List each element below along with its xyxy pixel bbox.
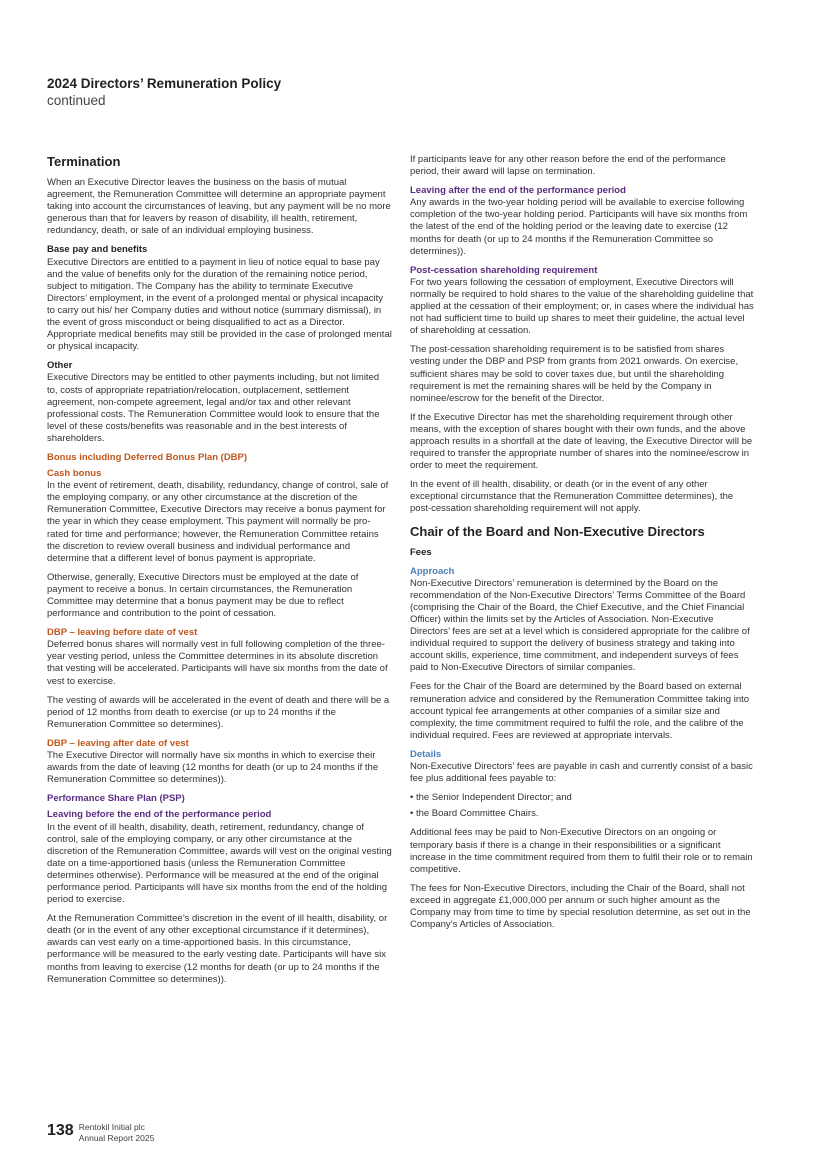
approach-heading: Approach xyxy=(410,565,455,577)
psp-heading: Performance Share Plan (PSP) xyxy=(47,793,185,805)
page-header xyxy=(47,76,281,109)
other-paragraph: Executive Directors may be entitled to other payments including, but not limited to, costs of appropriate repatriation/relocation, outplacement, settlement agreement, non-compete agreement, legal and/or tax and other relevant professional costs. The Remuneration Committee would look to ensure that the level of these costs/benefits was reasonable and in the best interests of shareholders. xyxy=(47,372,380,444)
page-subtitle: continued xyxy=(47,93,106,108)
chair-heading: Chair of the Board and Non-Executive Directors xyxy=(410,523,705,539)
psp-before-paragraph-2: At the Remuneration Committee’s discretion in the event of ill health, disability, or death (or in the event of any other exceptional circumstance if it determines), awards can vest early on a time-apportioned basis. In this circumstance, performance will be measured to the early vesting date. Participants will have six months from leaving to exercise (12 months for death (or up to 24 months if the Remuneration Committee so determines)). xyxy=(47,913,388,985)
after-performance-paragraph: Any awards in the two-year holding period will be available to exercise following completion of the two-year holding period. Participants will have six months from the latest of the end of the holding period or the leaving date to exercise (12 months for death (or up to 24 months if the Remuneration Committee so determines)). xyxy=(410,197,748,257)
post-cessation-paragraph-1: For two years following the cessation of employment, Executive Directors will normally be required to hold shares to the value of the shareholding guideline that applied at the cessation of their employment; or, in cases where the individual has not had sufficient time to build up shares to meet their guideline, the actual level of shareholding at cessation. xyxy=(410,276,754,337)
dbp-before-heading: DBP – leaving before date of vest xyxy=(47,627,198,639)
approach-paragraph-2: Fees for the Chair of the Board are determined by the Board based on external remuneration advice and considered by the Remuneration Committee taking into account typical fee arrangements at other companies of a similar size and complexity, the time commitment required to fulfil the role, and the calibre of the individual required. Fees are reviewed at appropriate intervals. xyxy=(410,681,750,741)
base-pay-paragraph: Executive Directors are entitled to a payment in lieu of notice equal to base pay and the value of benefits only for the duration of the remaining notice period, subject to mitigation. The Company has the ability to terminate Executive Directors’ employment, in the event of a prolonged mental or physical incapacity to carry out his/ her Company duties and without notice (summary dismissal), in the event of gross misconduct or being disqualified to act as a Director. Appropriate medical benefits may still be provided in the case of prolonged mental or physical incapacity. xyxy=(47,256,392,353)
footer-company: Rentokil Initial plc xyxy=(78,1122,145,1132)
cash-bonus-paragraph-1: In the event of retirement, death, disability, redundancy, change of control, sale of the employing company, or any other circumstance at the discretion of the Remuneration Committee, Executive Directors may receive a bonus payment for the year in which they cease employment. This payment will normally be pro-rated for time and performance; however, the Remuneration Committee retains the discretion to review overall business and individual performance and determine that a different level of bonus payment is appropriate. xyxy=(47,480,389,564)
bonus-heading: Bonus including Deferred Bonus Plan (DBP) xyxy=(47,451,248,463)
termination-heading: Termination xyxy=(47,154,121,169)
post-cessation-paragraph-3: If the Executive Director has met the shareholding requirement through other means, with the exception of shares bought with their own funds, and the above approach results in a shortfall at the date of leaving, the Executive Director will be required to transfer the appropriate number of shares into the nominee/escrow in order to meet the requirement. xyxy=(410,411,753,472)
page-number: 138 xyxy=(47,1122,74,1139)
psp-before-paragraph-1: In the event of ill health, disability, death, retirement, redundancy, change of control, sale of the employing company, or any other circumstance at the discretion of the Remuneration Committee, awards will vest on the original vesting date on a time-apportioned basis (unless the Remuneration Committee determines otherwise). Performance will be measured at the end of the original performance period. Participants will have six months from the end of the holding period to exercise. xyxy=(47,821,392,906)
psp-before-heading: Leaving before the end of the performance period xyxy=(47,809,272,821)
footer-report: Annual Report 2025 xyxy=(78,1132,155,1143)
details-paragraph-3: The fees for Non-Executive Directors, including the Chair of the Board, shall not exceed in aggregate £1,000,000 per annum or such higher amount as the Company may from time to time by special resolution determine, as set out in the Company’s Articles of Association. xyxy=(410,882,751,931)
dbp-after-paragraph: The Executive Director will normally have six months in which to exercise their awards from the date of leaving (12 months for death (or up to 24 months if the Remuneration Committee so determines)). xyxy=(47,750,379,786)
after-performance-heading: Leaving after the end of the performance period xyxy=(410,185,626,197)
other-reason-paragraph: If participants leave for any other reason before the end of the performance period, their award will lapse on termination. xyxy=(410,154,726,178)
details-heading: Details xyxy=(410,748,442,760)
dbp-before-paragraph-2: The vesting of awards will be accelerated in the event of death and there will be a period of 12 months from death to exercise (or up to 24 months if the Remuneration Committee so determines). xyxy=(47,694,390,730)
details-paragraph-2: Additional fees may be paid to Non-Executive Directors on an ongoing or temporary basis if there is a change in their responsibilities or a significant increase in the time commitment required from them to fulfil their role or to remain competitive. xyxy=(410,827,753,875)
post-cessation-paragraph-4: In the event of ill health, disability, or death (or in the event of any other exceptional circumstance that the Remuneration Committee determines), the post-cessation shareholding requirement will not apply. xyxy=(410,479,734,515)
right-column xyxy=(410,154,755,938)
footer-text xyxy=(79,1122,155,1143)
details-paragraph-1: Non-Executive Directors’ fees are payable in cash and currently consist of a basic fee plus additional fees payable to: xyxy=(410,761,753,785)
other-heading: Other xyxy=(47,360,73,372)
post-cessation-heading: Post-cessation shareholding requirement xyxy=(410,264,598,276)
cash-bonus-paragraph-2: Otherwise, generally, Executive Directors must be employed at the date of payment to receive a bonus. In certain circumstances, the Remuneration Committee may determine that a bonus payment may be due to reflect performance and contribution to the point of cessation. xyxy=(47,571,359,620)
dbp-before-paragraph-1: Deferred bonus shares will normally vest in full following completion of the three-year vesting period, unless the Committee determines in its absolute discretion that vesting will be accelerated. Participants will have six months from the date of vest to exercise. xyxy=(47,639,388,687)
left-column xyxy=(47,154,392,993)
post-cessation-paragraph-2: The post-cessation shareholding requirement is to be satisfied from shares vesting under the DBP and PSP from grants from 2021 onwards. On exercise, sufficient shares may be sold to cover taxes due, but until the shareholding requirement is met the remaining shares will be held by the Company in nominee/escrow for the benefit of the Director. xyxy=(410,344,739,404)
page-footer xyxy=(47,1122,154,1143)
base-pay-heading: Base pay and benefits xyxy=(47,244,148,256)
fees-heading: Fees xyxy=(410,546,432,558)
approach-paragraph-1: Non-Executive Directors’ remuneration is determined by the Board on the recommendation of the Non-Executive Directors’ Terms Committee of the Board (comprising the Chair of the Board, the Chief Executive, and the Chief Financial Officer) within the limits set by the Articles of Association. Non-Executive Directors’ fees are set at a level which is considered appropriate for the calibre of individual required to support the delivery of business strategy and taking into account skills, experience, time commitment, and independent surveys of fees paid to Non-Executive Directors of similar companies. xyxy=(410,577,750,674)
page-title: 2024 Directors’ Remuneration Policy xyxy=(47,76,282,91)
termination-paragraph: When an Executive Director leaves the business on the basis of mutual agreement, the Remuneration Committee will determine an appropriate payment taking into account the circumstances of leaving, but any payment will be no more generous than that for leavers by reason of disability, ill health, retirement, redundancy, death, or sale of an individual employing business. xyxy=(47,177,391,237)
dbp-after-heading: DBP – leaving after date of vest xyxy=(47,737,189,749)
bullet-item: • the Senior Independent Director; and xyxy=(410,792,572,804)
cash-bonus-heading: Cash bonus xyxy=(47,468,102,480)
bullet-item: • the Board Committee Chairs. xyxy=(410,808,539,820)
